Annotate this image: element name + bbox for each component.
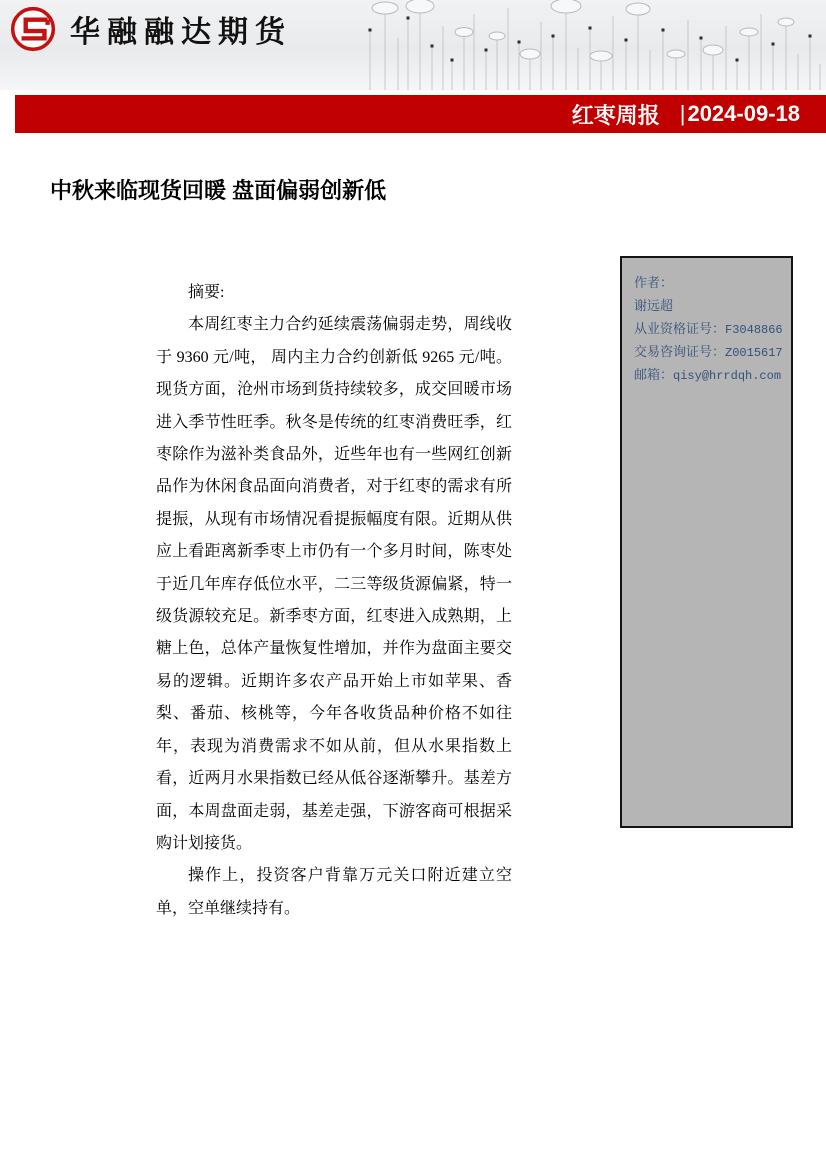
- paragraph-summary-body: 本周红枣主力合约延续震荡偏弱走势，周线收于 9360 元/吨， 周内主力合约创新低 9265 元/吨。现货方面，沧州市场到货持续较多，成交回暖市场进入季节性旺季。秋冬是传统的红枣消费旺季，红枣除作为滋补类食品外，近些年也有一些网红创新品作为休闲食品面向消费者，对于红枣的需求有所提振，从现有市场情况看提振幅度有限。近期从供应上看距离新季枣上市仍有一个多月时间，陈枣处于近几年库存低位水平，二三等级货源偏紧，特一级货源较充足。新季枣方面，红枣进入成熟期，上糖上色，总体产量恢复性增加，并作为盘面主要交易的逻辑。近期许多农产品开始上市如苹果、香梨、番茄、核桃等，今年各收货品种价格不如往年，表现为消费需求不如从前，但从水果指数上看，近两月水果指数已经从低谷逐渐攀升。基差方面，本周盘面走弱，基差走强，下游客商可根据采购计划接货。: [156, 316, 512, 852]
- author-email: 邮箱：qisy@hrrdqh.com: [634, 367, 782, 383]
- article-body: [156, 277, 512, 925]
- article-title: 中秋来临现货回暖 盘面偏弱创新低: [50, 178, 387, 203]
- paragraph-operation-advice: 操作上，投资客户背靠万元关口附近建立空单，空单继续持有。: [156, 867, 512, 917]
- company-name: 华融融达期货: [70, 16, 292, 49]
- author-label: 作者：: [634, 275, 674, 290]
- company-logo-icon: [8, 4, 58, 54]
- page-header: [0, 0, 826, 90]
- report-date: 2024-09-18: [687, 101, 800, 126]
- report-name: 红枣周报: [571, 102, 660, 128]
- report-banner: [15, 95, 826, 133]
- consulting-cert-number: 交易咨询证号：Z0015617: [634, 344, 783, 360]
- paragraph-summary-label: 摘要:: [188, 284, 225, 301]
- decorative-stems-icon: [356, 0, 826, 90]
- qualification-cert-number: 从业资格证号：F3048866: [634, 321, 783, 337]
- banner-separator: |: [679, 101, 686, 126]
- author-name: 谢远超: [634, 298, 674, 313]
- author-info-box: [620, 256, 793, 828]
- brand: [8, 4, 292, 54]
